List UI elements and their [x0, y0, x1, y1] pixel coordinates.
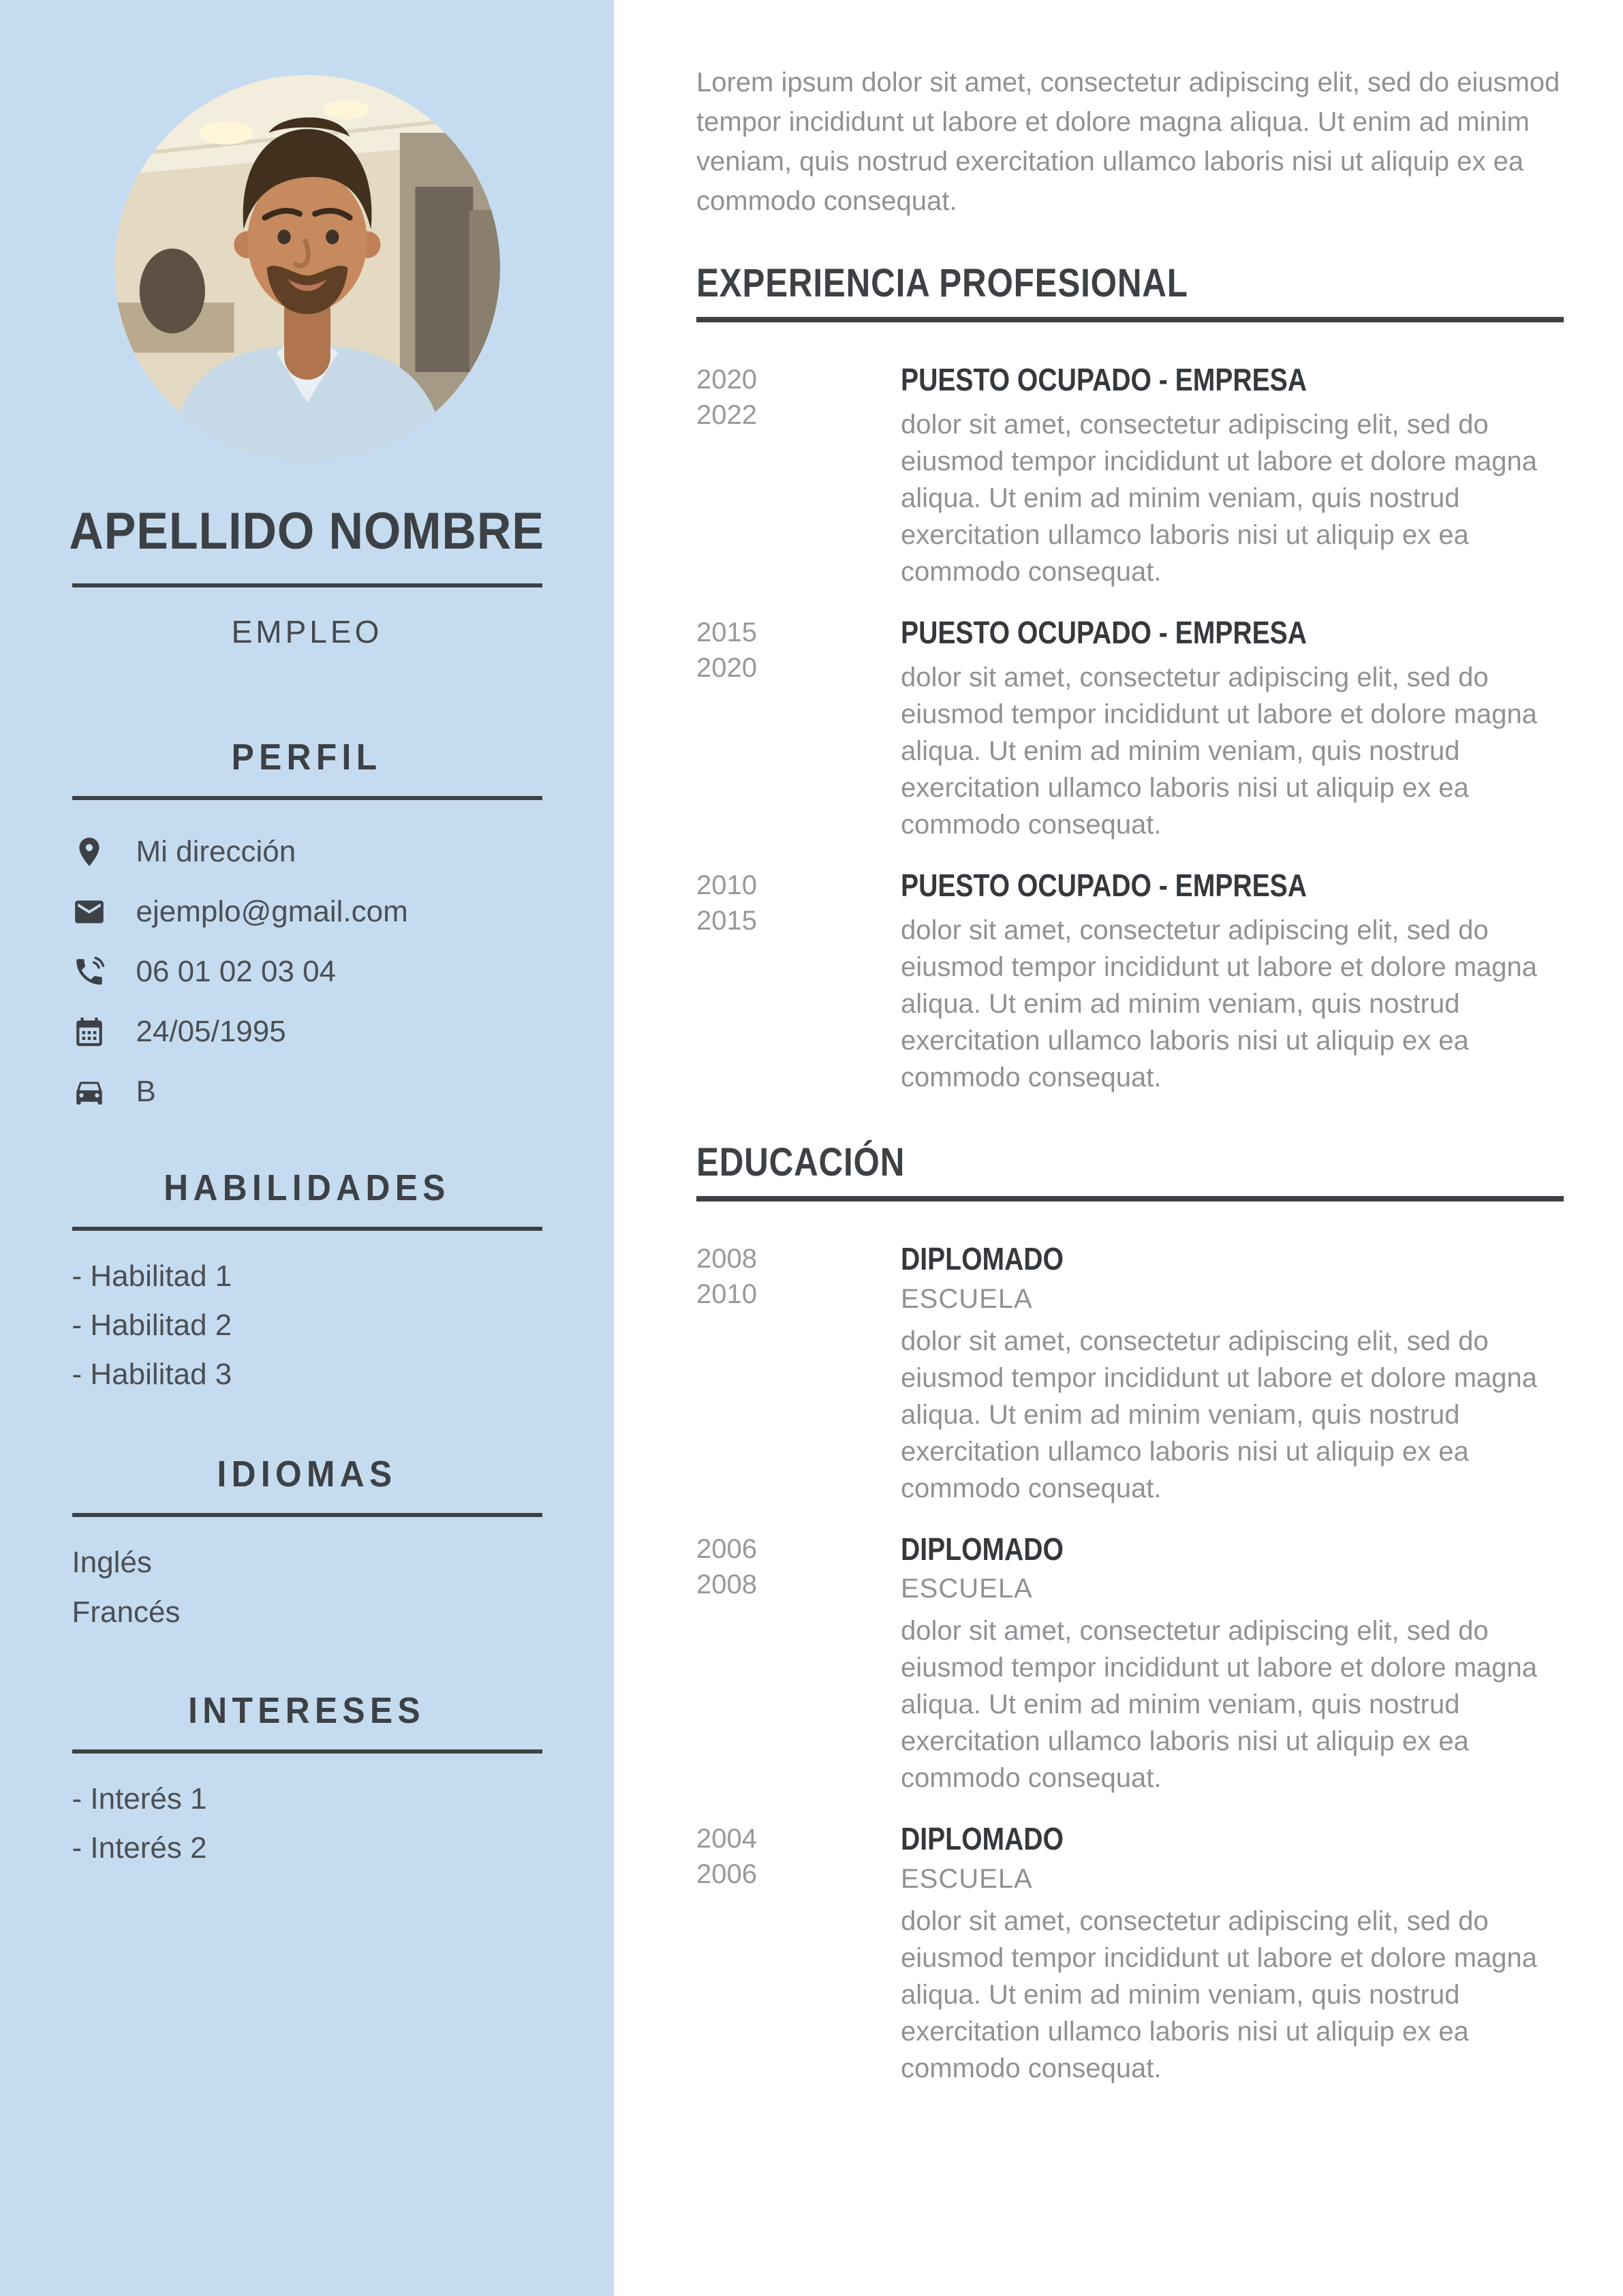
education-heading: EDUCACIÓN	[696, 1139, 906, 1184]
entry-description: dolor sit amet, consectetur adipiscing elit, sed do eiusmod tempor incididunt ut labore et dolore magna aliqua. Ut enim ad minim veniam, quis nostrud exercitation ullamco laboris nisi ut aliquip ex ea commodo consequat.	[901, 915, 1537, 1092]
sidebar	[0, 0, 614, 2296]
experience-entry	[696, 362, 1564, 590]
entry-description: dolor sit amet, consectetur adipiscing elit, sed do eiusmod tempor incididunt ut labore et dolore magna aliqua. Ut enim ad minim veniam, quis nostrud exercitation ullamco laboris nisi ut aliquip ex ea commodo consequat.	[901, 1906, 1537, 2084]
entry-year-start: 2006	[696, 1533, 757, 1564]
entry-description: dolor sit amet, consectetur adipiscing elit, sed do eiusmod tempor incididunt ut labore et dolore magna aliqua. Ut enim ad minim veniam, quis nostrud exercitation ullamco laboris nisi ut aliquip ex ea commodo consequat.	[901, 662, 1537, 840]
experience-entry	[696, 868, 1564, 1096]
entry-year-start: 2015	[696, 617, 757, 647]
profile-photo-illustration	[114, 75, 500, 461]
contact-driving-license: B	[136, 1074, 156, 1108]
entry-year-end: 2006	[696, 1859, 757, 1890]
interest-item: - Interés 2	[72, 1831, 207, 1865]
entry-years	[696, 362, 901, 590]
contact-row-email	[72, 894, 542, 930]
interests-heading: INTERESES	[188, 1689, 426, 1731]
entry-years	[696, 1241, 901, 1507]
education-entry	[696, 1531, 1564, 1797]
divider	[72, 583, 542, 587]
experience-entry	[696, 615, 1564, 843]
contact-row-phone	[72, 954, 542, 990]
contact-row-birthdate	[72, 1014, 542, 1050]
entry-body	[901, 1531, 1564, 1797]
entry-years	[696, 1531, 901, 1797]
divider	[72, 1749, 542, 1754]
entry-description: dolor sit amet, consectetur adipiscing elit, sed do eiusmod tempor incididunt ut labore et dolore magna aliqua. Ut enim ad minim veniam, quis nostrud exercitation ullamco laboris nisi ut aliquip ex ea commodo consequat.	[901, 1616, 1537, 1794]
entry-body	[901, 362, 1564, 590]
entry-title: PUESTO OCUPADO - EMPRESA	[901, 867, 1307, 903]
calendar-icon	[72, 1015, 106, 1049]
language-item: Francés	[72, 1595, 181, 1629]
profile-heading: PERFIL	[232, 736, 382, 778]
entry-title: DIPLOMADO	[901, 1821, 1064, 1857]
entry-school: ESCUELA	[901, 1574, 1033, 1604]
languages-heading: IDIOMAS	[217, 1454, 397, 1495]
entry-year-start: 2010	[696, 870, 757, 900]
education-entries	[696, 1241, 1564, 2087]
entry-body	[901, 868, 1564, 1096]
phone-icon	[72, 955, 106, 989]
entry-title: DIPLOMADO	[901, 1531, 1064, 1567]
profile-photo	[114, 75, 500, 461]
job-title: EMPLEO	[231, 613, 383, 649]
education-entry	[696, 1241, 1564, 1507]
interest-item: - Interés 1	[72, 1781, 207, 1816]
entry-years	[696, 868, 901, 1096]
entry-year-end: 2010	[696, 1279, 757, 1309]
entry-title: DIPLOMADO	[901, 1240, 1064, 1276]
contact-address: Mi dirección	[136, 834, 296, 868]
divider	[72, 1227, 542, 1231]
person-name: APELLIDO NOMBRE	[69, 502, 545, 560]
interests-list	[72, 1781, 542, 1865]
envelope-icon	[72, 895, 106, 929]
entry-description: dolor sit amet, consectetur adipiscing elit, sed do eiusmod tempor incididunt ut labore et dolore magna aliqua. Ut enim ad minim veniam, quis nostrud exercitation ullamco laboris nisi ut aliquip ex ea commodo consequat.	[901, 409, 1537, 587]
contact-row-address	[72, 834, 542, 870]
education-entry	[696, 1821, 1564, 2087]
entry-body	[901, 1241, 1564, 1507]
car-icon	[72, 1075, 106, 1109]
contact-row-driving-license	[72, 1074, 542, 1109]
entry-years	[696, 1821, 901, 2087]
skill-item: - Habilitad 3	[72, 1358, 232, 1392]
intro-paragraph: Lorem ipsum dolor sit amet, consectetur adipiscing elit, sed do eiusmod tempor incididunt ut labore et dolore magna aliqua. Ut enim ad minim veniam, quis nostrud exercitation ullamco laboris nisi ut aliquip ex ea commodo consequat.	[696, 67, 1560, 216]
skill-item: - Habilitad 2	[72, 1308, 232, 1342]
entry-school: ESCUELA	[901, 1864, 1033, 1895]
experience-heading: EXPERIENCIA PROFESIONAL	[696, 261, 1188, 305]
entry-year-end: 2020	[696, 652, 757, 683]
entry-year-start: 2004	[696, 1824, 757, 1854]
entry-title: PUESTO OCUPADO - EMPRESA	[901, 362, 1307, 397]
contact-email: ejemplo@gmail.com	[136, 894, 408, 928]
entry-year-end: 2015	[696, 905, 757, 936]
divider	[696, 1196, 1564, 1201]
entry-year-end: 2022	[696, 400, 757, 430]
divider	[696, 317, 1564, 322]
entry-school: ESCUELA	[901, 1283, 1033, 1314]
entry-description: dolor sit amet, consectetur adipiscing elit, sed do eiusmod tempor incididunt ut labore et dolore magna aliqua. Ut enim ad minim veniam, quis nostrud exercitation ullamco laboris nisi ut aliquip ex ea commodo consequat.	[901, 1326, 1537, 1503]
entry-title: PUESTO OCUPADO - EMPRESA	[901, 614, 1307, 650]
contact-phone: 06 01 02 03 04	[136, 954, 337, 988]
location-pin-icon	[72, 835, 106, 869]
entry-body	[901, 615, 1564, 843]
entry-year-end: 2008	[696, 1569, 757, 1599]
contact-birthdate: 24/05/1995	[136, 1014, 286, 1048]
skill-item: - Habilitad 1	[72, 1259, 232, 1293]
entry-body	[901, 1821, 1564, 2087]
skills-list	[72, 1261, 542, 1391]
language-item: Inglés	[72, 1546, 152, 1580]
main-column	[696, 0, 1564, 2111]
entry-year-start: 2020	[696, 365, 757, 395]
languages-list	[72, 1547, 542, 1627]
contact-list	[72, 834, 542, 1109]
entry-years	[696, 615, 901, 843]
experience-entries	[696, 362, 1564, 1096]
skills-heading: HABILIDADES	[164, 1167, 450, 1208]
divider	[72, 796, 542, 800]
entry-year-start: 2008	[696, 1243, 757, 1274]
divider	[72, 1513, 542, 1517]
